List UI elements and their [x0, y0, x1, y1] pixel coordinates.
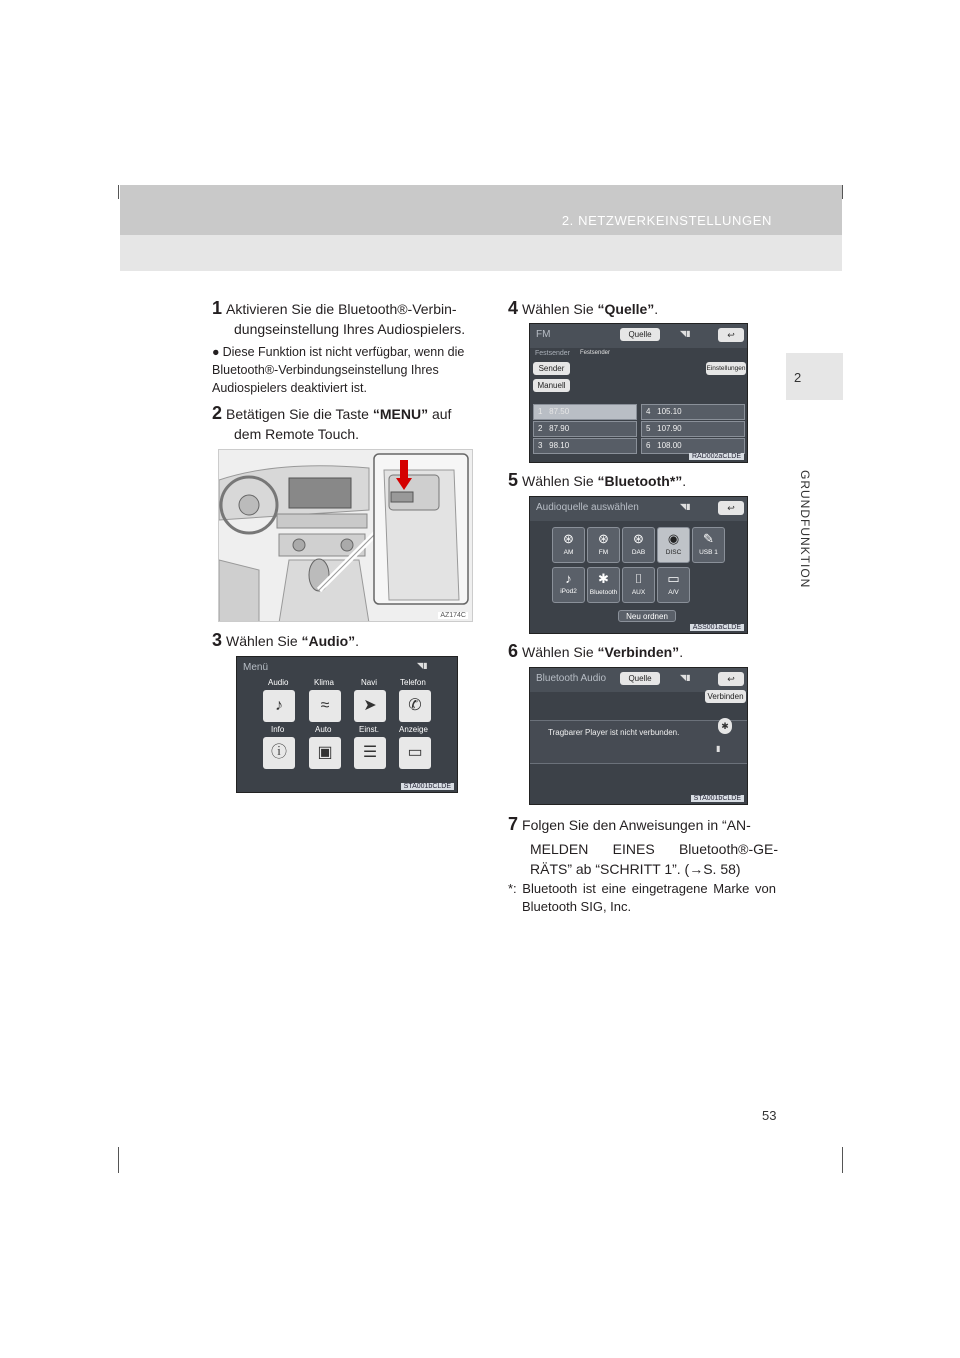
signal-icon: ◥▮: [680, 329, 691, 338]
monitor-icon: ▭: [667, 571, 680, 586]
screen-code: STA001bCLDE: [691, 795, 744, 802]
bluetooth-icon: ✱: [718, 718, 732, 734]
step-4: 4 Wählen Sie “Quelle”.: [508, 298, 659, 318]
antenna-icon: ⊛: [563, 531, 574, 546]
display-icon[interactable]: ▭: [399, 737, 431, 769]
bt-title: Bluetooth Audio: [536, 673, 607, 684]
phone-icon[interactable]: ✆: [399, 690, 431, 722]
crop-mark: [118, 1147, 119, 1173]
back-button[interactable]: ↩: [718, 672, 744, 686]
menu-screen: [236, 656, 458, 793]
info-icon[interactable]: ⓘ: [263, 737, 295, 769]
source-av[interactable]: ▭ A/V: [657, 567, 690, 603]
audio-icon[interactable]: ♪: [263, 690, 295, 722]
step-5: 5 Wählen Sie “Bluetooth*”.: [508, 470, 687, 490]
climate-icon[interactable]: ≈: [309, 690, 341, 722]
step-3: 3 Wählen Sie “Audio”.: [212, 630, 360, 650]
back-button[interactable]: ↩: [718, 501, 744, 515]
page-header: [120, 185, 842, 235]
step-1-note: ● Diese Funktion ist nicht verfügbar, wenn die Bluetooth®-Verbindungseinstellung Ihres Audiospielers deaktiviert ist.: [212, 345, 465, 395]
source-screen: [529, 496, 748, 634]
preset-4[interactable]: 4 105.10: [641, 404, 745, 420]
reorder-button[interactable]: Neu ordnen: [618, 610, 676, 622]
preset-tab-label: Festsender: [580, 350, 611, 356]
footnote: *: Bluetooth ist eine eingetragene Marke von Bluetooth SIG, Inc.: [508, 881, 776, 914]
menu-label-einst: Einst.: [359, 725, 380, 734]
antenna-icon: ⊛: [633, 531, 644, 546]
preset-2[interactable]: 2 87.90: [533, 421, 637, 437]
music-note-icon: ♪: [565, 571, 572, 586]
step-6: 6 Wählen Sie “Verbinden”.: [508, 641, 684, 661]
menu-label-navi: Navi: [361, 678, 378, 687]
source-disc[interactable]: ◉ DISC: [657, 527, 690, 563]
page-number: 53: [762, 1108, 777, 1123]
message-area: [530, 720, 748, 764]
dashboard-photo: [218, 449, 473, 622]
source-fm[interactable]: ⊛ FM: [587, 527, 620, 563]
preset-6[interactable]: 6 108.00: [641, 438, 745, 454]
disc-icon: ◉: [667, 531, 680, 546]
crop-mark: [842, 1147, 843, 1173]
header-title: 2. NETZWERKEINSTELLUNGEN: [561, 213, 772, 228]
step-2: 2 Betätigen Sie die Taste “MENU” auf dem Remote Touch.: [212, 403, 452, 442]
source-button[interactable]: Quelle: [620, 672, 660, 685]
menu-label-info: Info: [271, 725, 285, 734]
bluetooth-audio-screen: [529, 667, 748, 805]
screen-code: STA001bCLDE: [401, 783, 454, 790]
step-1: 1 Aktivieren Sie die Bluetooth®-Verbin- dungseinstellung Ihres Audiospielers.: [212, 298, 466, 337]
usb-icon: ✎: [703, 531, 714, 546]
menu-label-anzeige: Anzeige: [399, 725, 428, 734]
menu-title: Menü: [243, 662, 269, 673]
source-ipod2[interactable]: ♪ iPod2: [552, 567, 585, 603]
back-button[interactable]: ↩: [718, 328, 744, 342]
preset-3[interactable]: 3 98.10: [533, 438, 637, 454]
signal-icon: ◥▮: [417, 661, 428, 670]
not-connected-message: Tragbarer Player ist nicht verbunden.: [548, 728, 680, 737]
settings-icon[interactable]: ☰: [354, 737, 386, 769]
source-dab[interactable]: ⊛ DAB: [622, 527, 655, 563]
signal-icon: ◥▮: [680, 502, 691, 511]
antenna-icon: ⊛: [598, 531, 609, 546]
signal-icon: ◥▮: [680, 673, 691, 682]
menu-label-auto: Auto: [315, 725, 332, 734]
manual-button[interactable]: Manuell: [533, 379, 570, 392]
step-7: 7 Folgen Sie den Anweisungen in “AN- MELDEN EINES Bluetooth®-GE- RÄTS” ab “SCHRITT 1”. (→S. 58): [508, 814, 778, 877]
screen-code: ASS001aCLDE: [690, 624, 744, 631]
phone-battery-icon: ▮: [716, 744, 721, 753]
source-title: Audioquelle auswählen: [536, 502, 639, 513]
menu-label-klima: Klima: [314, 678, 335, 687]
menu-label-audio: Audio: [268, 678, 289, 687]
settings-button[interactable]: Einstellungen: [706, 362, 746, 375]
photo-code: AZ174C: [440, 612, 466, 619]
menu-label-telefon: Telefon: [400, 678, 426, 687]
chapter-name: GRUNDFUNKTION: [798, 470, 812, 589]
crop-mark: [118, 185, 119, 199]
preset-1[interactable]: 1 87.50: [533, 404, 637, 420]
car-icon[interactable]: ▣: [309, 737, 341, 769]
aux-plug-icon: ⌷: [634, 571, 643, 586]
connect-button[interactable]: Verbinden: [705, 690, 746, 703]
source-button[interactable]: Quelle: [620, 328, 660, 341]
sender-button[interactable]: Sender: [533, 362, 570, 375]
navigation-icon[interactable]: ➤: [354, 690, 386, 722]
dashboard-illustration: [219, 450, 473, 622]
chapter-number: 2: [794, 370, 802, 385]
source-aux[interactable]: ⌷ AUX: [622, 567, 655, 603]
fm-screen: [529, 323, 748, 463]
screen-code: RAD002aCLDE: [689, 453, 744, 460]
crop-mark: [842, 185, 843, 199]
preset-tab[interactable]: Festsender: [535, 350, 571, 357]
source-usb1[interactable]: ✎ USB 1: [692, 527, 725, 563]
header-band: [120, 235, 842, 271]
preset-5[interactable]: 5 107.90: [641, 421, 745, 437]
source-am[interactable]: ⊛ AM: [552, 527, 585, 563]
bluetooth-icon: ✱: [598, 571, 609, 586]
source-bluetooth[interactable]: ✱ Bluetooth: [587, 567, 620, 603]
fm-title: FM: [536, 329, 551, 340]
